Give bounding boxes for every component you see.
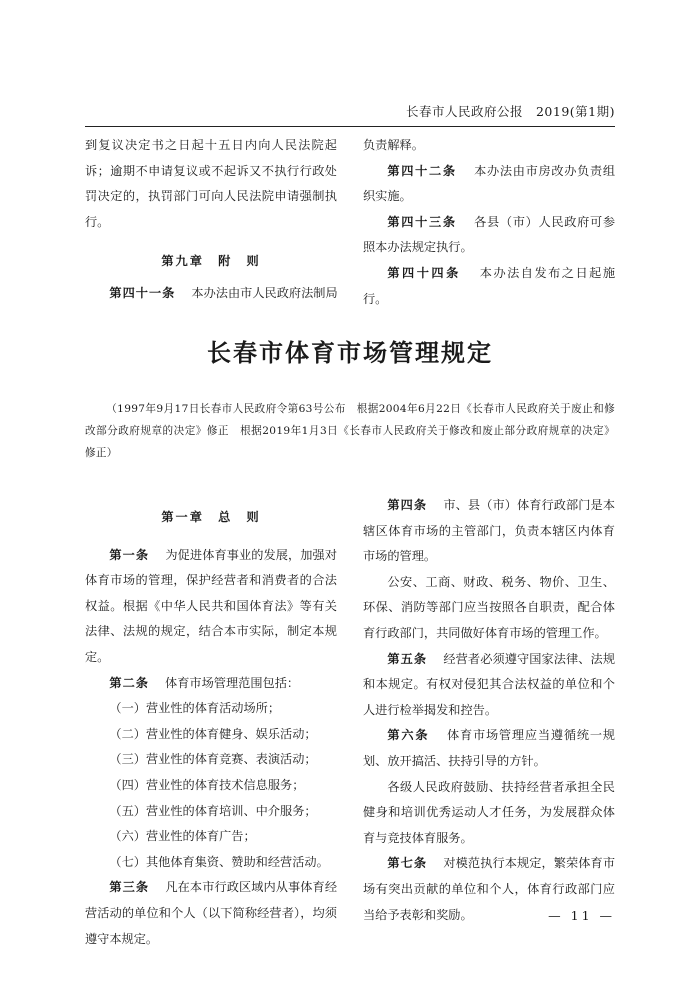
article-text: 对模范执行本规定，繁荣体育市场有突出贡献的单位和个人，体育行政部门应当给予表彰和奖励。	[363, 856, 616, 922]
article-44	[363, 261, 615, 312]
document-title: 长春市体育市场管理规定	[207, 339, 493, 367]
article-text: 为促进体育事业的发展，加强对体育市场的管理，保护经营者和消费者的合法权益。根据《中华人民共和国体育法》等有关法律、法规的规定，结合本市实际，制定本规定。	[85, 547, 338, 664]
article-label: 第一条	[109, 547, 150, 562]
article-41	[85, 281, 337, 307]
header-text: 长春市人民政府公报 2019(第1期)	[405, 104, 615, 119]
article-text: 本办法自发布之日起施行。	[363, 265, 616, 306]
top-right-column	[363, 133, 615, 312]
article-43	[363, 210, 615, 261]
chapter-heading: 第一章 总 则	[161, 510, 261, 524]
list-item: （二）营业性的体育健身、娱乐活动；	[109, 726, 317, 741]
list-item: （一）营业性的体育活动场所；	[109, 701, 281, 716]
list-item: （五）营业性的体育培训、中介服务；	[109, 803, 317, 818]
list-item: （三）营业性的体育竞赛、表演活动；	[109, 752, 317, 767]
page-header	[85, 96, 615, 127]
article-label: 第七条	[387, 856, 428, 871]
paragraph: 各级人民政府鼓励、扶持经营者承担全民健身和培训优秀运动人才任务，为发展群众体育与竞技体育服务。	[363, 779, 615, 845]
list-item: （六）营业性的体育广告；	[109, 829, 256, 844]
article-label: 第四条	[387, 498, 428, 512]
paragraph: 到复议决定书之日起十五日内向人民法院起诉；逾期不申请复议或不起诉又不执行行政处罚决定的，执罚部门可向人民法院申请强制执行。	[85, 138, 337, 229]
article-text: 本办法由市房改办负责组织实施。	[363, 163, 616, 204]
article-5	[363, 647, 615, 724]
article-4	[363, 493, 615, 570]
article-label: 第五条	[387, 651, 428, 666]
article-text: 体育市场管理范围包括：	[165, 675, 300, 690]
article-label: 第三条	[109, 880, 150, 895]
main-right-column	[363, 493, 615, 928]
list-item: （七）其他体育集资、赞助和经营活动。	[109, 854, 329, 869]
top-left-column	[85, 133, 337, 307]
article-1	[85, 543, 337, 671]
article-text: 经营者必须遵守国家法律、法规和本规定。有权对侵犯其合法权益的单位和个人进行检举揭发和控告。	[363, 651, 616, 717]
article-text: 体育市场管理应当遵循统一规划、放开搞活、扶持引导的方针。	[363, 728, 615, 768]
article-6	[363, 723, 615, 774]
article-label: 第四十一条	[109, 285, 176, 300]
list-item: （四）营业性的体育技术信息服务；	[109, 777, 305, 792]
main-left-column	[85, 505, 337, 952]
article-3	[85, 875, 337, 952]
article-label: 第四十三条	[387, 214, 457, 229]
page-number: — 11 —	[548, 908, 615, 923]
article-42	[363, 159, 615, 210]
article-text: 本办法由市人民政府法制局	[191, 285, 338, 300]
paragraph: 负责解释。	[363, 138, 424, 152]
paragraph: 公安、工商、财政、税务、物价、卫生、环保、消防等部门应当按照各自职责，配合体育行政部门，共同做好体育市场的管理工作。	[363, 574, 615, 640]
revision-note: （1997年9月17日长春市人民政府令第63号公布 根据2004年6月22日《长春市人民政府关于废止和修改部分政府规章的决定》修正 根据2019年1月3日《长春市人民政府关于修改和废止部分政府规章的决定》修正）	[85, 403, 615, 459]
article-label: 第二条	[109, 675, 149, 690]
article-2	[85, 671, 337, 697]
chapter-heading: 第九章 附 则	[161, 254, 261, 269]
article-label: 第六条	[387, 728, 430, 743]
article-label: 第四十四条	[387, 265, 461, 280]
article-label: 第四十二条	[387, 163, 457, 178]
article-text: 各县（市）人民政府可参照本办法规定执行。	[363, 214, 616, 255]
article-text: 凡在本市行政区域内从事体育经营活动的单位和个人（以下简称经营者），均须遵守本规定。	[85, 880, 338, 946]
article-text: 市、县（市）体育行政部门是本辖区体育市场的主管部门，负责本辖区内体育市场的管理。	[363, 498, 616, 564]
